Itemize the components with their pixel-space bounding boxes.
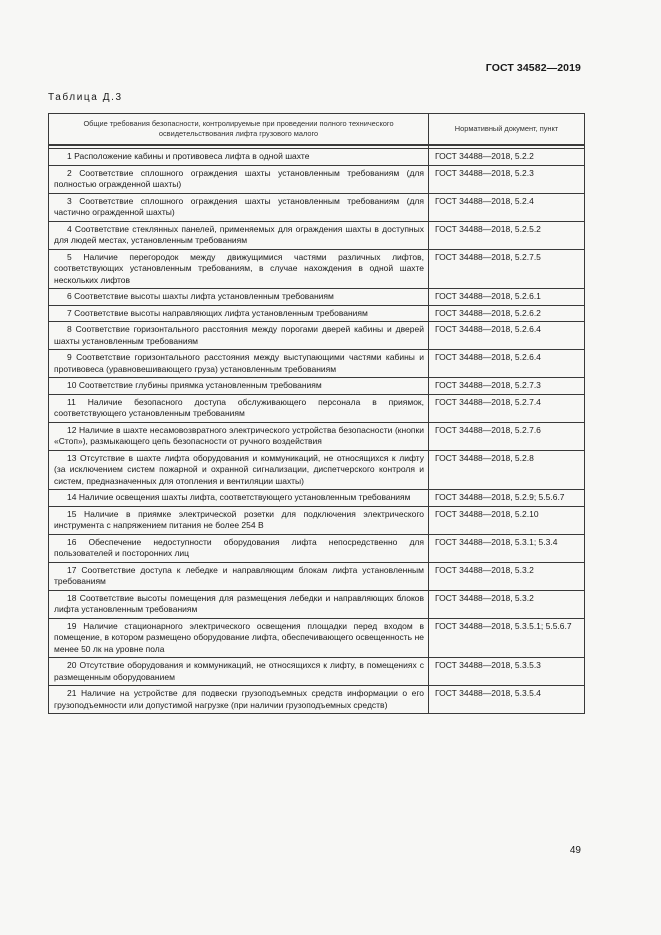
reference-cell: ГОСТ 34488—2018, 5.2.6.4 [429,350,585,378]
requirement-cell: 11 Наличие безопасного доступа обслуживающего персонала в приямок, соответствующего установленным требованиям [49,394,429,422]
requirements-table [48,113,585,714]
table-row [49,149,585,166]
requirement-cell: 13 Отсутствие в шахте лифта оборудования и коммуникаций, не относящихся к лифту (за исключением систем пожарной и охранной сигнализации, диспетчерского контроля и систем, предназначенных для отопления и вентиляции шахты) [49,450,429,490]
table-row [49,534,585,562]
requirement-cell: 4 Соответствие стеклянных панелей, применяемых для ограждения шахты в доступных для людей местах, установленным требованиям [49,221,429,249]
reference-cell: ГОСТ 34488—2018, 5.2.7.6 [429,422,585,450]
table-row [49,506,585,534]
table-row [49,686,585,714]
table-row [49,562,585,590]
table-row [49,618,585,658]
table-row [49,221,585,249]
reference-cell: ГОСТ 34488—2018, 5.3.5.1; 5.5.6.7 [429,618,585,658]
reference-cell: ГОСТ 34488—2018, 5.2.8 [429,450,585,490]
requirement-cell: 20 Отсутствие оборудования и коммуникаций, не относящихся к лифту, в помещениях с размещенным оборудованием [49,658,429,686]
requirement-cell: 8 Соответствие горизонтального расстояния между порогами дверей кабины и дверей шахты установленным требованиям [49,322,429,350]
requirement-cell: 15 Наличие в приямке электрической розетки для подключения электрического инструмента с напряжением питания не более 254 В [49,506,429,534]
reference-cell: ГОСТ 34488—2018, 5.2.2 [429,149,585,166]
table-row [49,378,585,395]
column-header-requirements: Общие требования безопасности, контролируемые при проведении полного технического освидетельствования лифта грузового малого [49,114,429,146]
table-row [49,322,585,350]
requirement-cell: 17 Соответствие доступа к лебедке и направляющим блокам лифта установленным требованиям [49,562,429,590]
standard-header: ГОСТ 34582—2019 [485,62,581,74]
requirement-cell: 6 Соответствие высоты шахты лифта установленным требованиям [49,289,429,306]
table-row [49,193,585,221]
table-row [49,590,585,618]
table-row [49,422,585,450]
requirement-cell: 16 Обеспечение недоступности оборудования лифта непосредственно для пользователей и посторонних лиц [49,534,429,562]
table-row [49,450,585,490]
reference-cell: ГОСТ 34488—2018, 5.2.6.1 [429,289,585,306]
reference-cell: ГОСТ 34488—2018, 5.2.9; 5.5.6.7 [429,490,585,507]
table-row [49,658,585,686]
reference-cell: ГОСТ 34488—2018, 5.2.5.2 [429,221,585,249]
requirement-cell: 5 Наличие перегородок между движущимися частями различных лифтов, соответствующих установленным требованиям, в случае нахождения в одной шахте нескольких лифтов [49,249,429,289]
reference-cell: ГОСТ 34488—2018, 5.3.5.3 [429,658,585,686]
reference-cell: ГОСТ 34488—2018, 5.2.3 [429,165,585,193]
reference-cell: ГОСТ 34488—2018, 5.3.1; 5.3.4 [429,534,585,562]
table-row [49,165,585,193]
reference-cell: ГОСТ 34488—2018, 5.2.4 [429,193,585,221]
reference-cell: ГОСТ 34488—2018, 5.3.2 [429,590,585,618]
reference-cell: ГОСТ 34488—2018, 5.2.10 [429,506,585,534]
requirement-cell: 14 Наличие освещения шахты лифта, соответствующего установленным требованиям [49,490,429,507]
table-row [49,249,585,289]
requirement-cell: 9 Соответствие горизонтального расстояния между выступающими частями кабины и противовеса (уравновешивающего груза) установленным требованиям [49,350,429,378]
reference-cell: ГОСТ 34488—2018, 5.2.7.5 [429,249,585,289]
requirement-cell: 19 Наличие стационарного электрического освещения площадки перед входом в помещение, в котором размещено оборудование лифта, обеспечивающего освещенность не менее 50 лк на уровне пола [49,618,429,658]
requirement-cell: 7 Соответствие высоты направляющих лифта установленным требованиям [49,305,429,322]
requirement-cell: 3 Соответствие сплошного ограждения шахты установленным требованиям (для частично огражденной шахты) [49,193,429,221]
reference-cell: ГОСТ 34488—2018, 5.3.2 [429,562,585,590]
requirement-cell: 1 Расположение кабины и противовеса лифта в одной шахте [49,149,429,166]
table-row [49,350,585,378]
table-row [49,490,585,507]
reference-cell: ГОСТ 34488—2018, 5.2.6.4 [429,322,585,350]
table-caption: Таблица Д.3 [48,92,123,103]
reference-cell: ГОСТ 34488—2018, 5.2.7.4 [429,394,585,422]
table-row [49,394,585,422]
table-header-row [49,114,585,146]
table-row [49,305,585,322]
reference-cell: ГОСТ 34488—2018, 5.2.6.2 [429,305,585,322]
reference-cell: ГОСТ 34488—2018, 5.2.7.3 [429,378,585,395]
reference-cell: ГОСТ 34488—2018, 5.3.5.4 [429,686,585,714]
column-header-document: Нормативный документ, пункт [429,114,585,146]
requirement-cell: 12 Наличие в шахте несамовозвратного электрического устройства безопасности (кнопки «Стоп»), размыкающего цепь безопасности от ручного воздействия [49,422,429,450]
requirement-cell: 21 Наличие на устройстве для подвески грузоподъемных средств информации о его грузоподъемности или допустимой нагрузке (при наличии грузоподъемных средств) [49,686,429,714]
requirement-cell: 10 Соответствие глубины приямка установленным требованиям [49,378,429,395]
page-number: 49 [569,845,581,856]
table-row [49,289,585,306]
requirement-cell: 18 Соответствие высоты помещения для размещения лебедки и направляющих блоков лифта установленным требованиям [49,590,429,618]
requirement-cell: 2 Соответствие сплошного ограждения шахты установленным требованиям (для полностью огражденной шахты) [49,165,429,193]
